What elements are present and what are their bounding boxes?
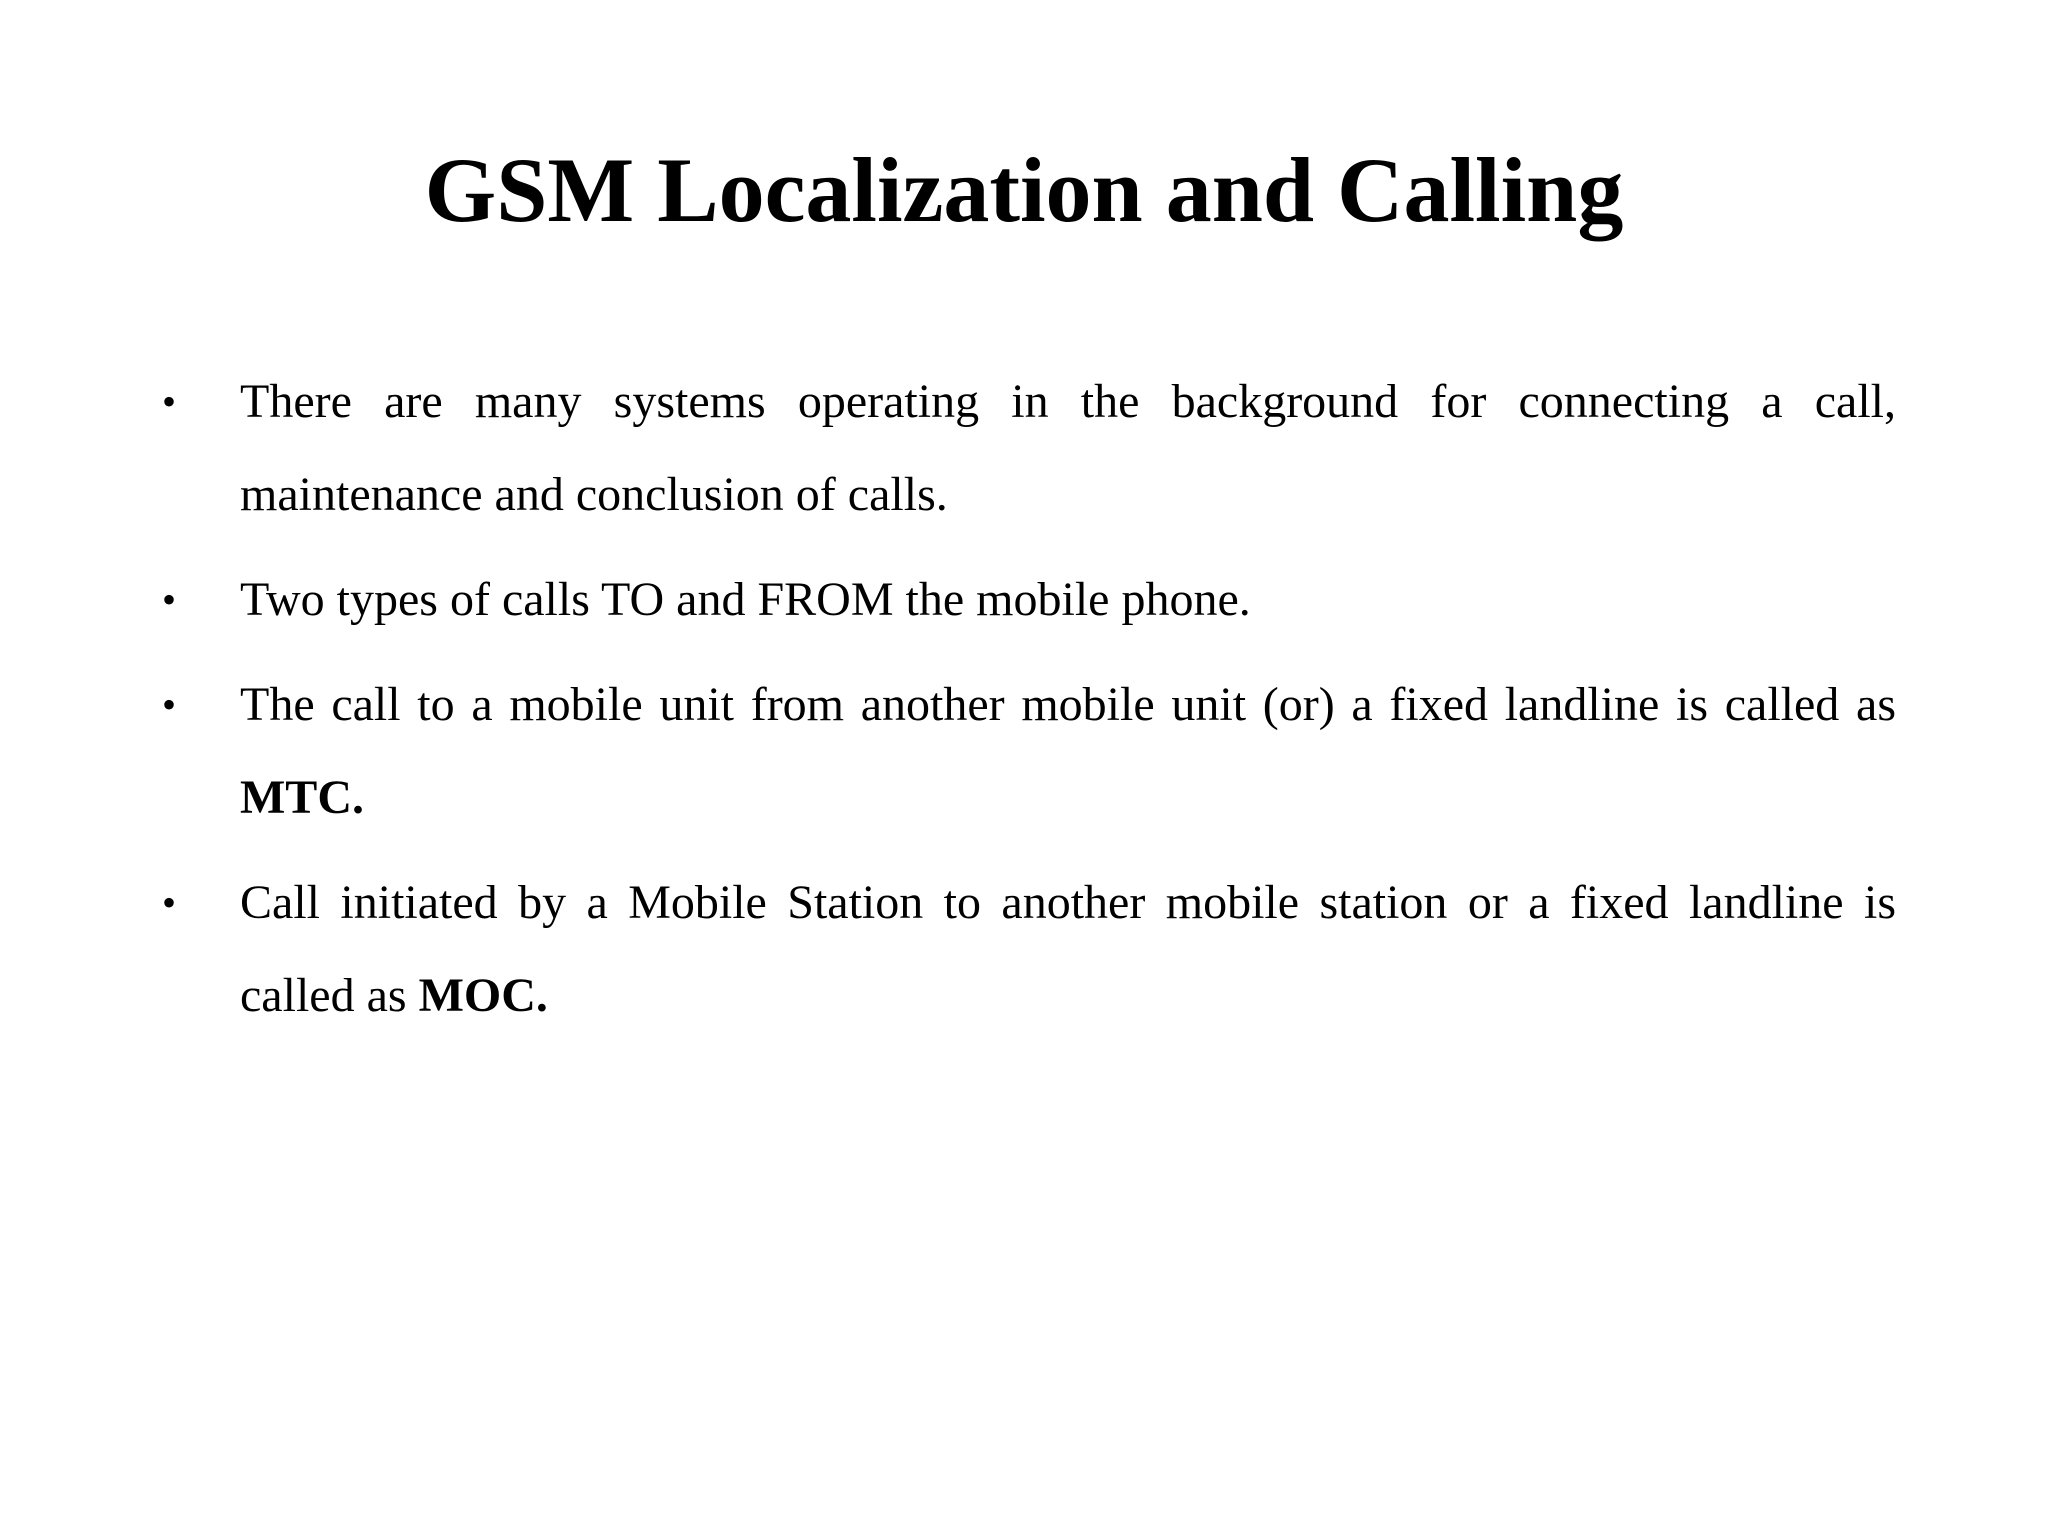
bullet-text-bold: MTC. (240, 771, 364, 824)
bullet-icon: • (162, 880, 177, 925)
bullet-text-regular: Two types of calls TO and FROM the mobile phone. (240, 573, 1251, 626)
bullet-text-bold: MOC. (418, 969, 548, 1022)
bullet-text (240, 355, 1896, 541)
bullet-text-regular: There are many systems operating in the background for connecting a call, maintenance and conclusion of calls. (240, 375, 1896, 521)
list-item (160, 856, 1896, 1042)
list-item (160, 658, 1896, 844)
list-item (160, 355, 1896, 541)
bullet-list (160, 355, 1896, 1054)
slide-title: GSM Localization and Calling (424, 139, 1624, 241)
bullet-text-regular: The call to a mobile unit from another mobile unit (or) a fixed landline is called as (240, 678, 1896, 731)
bullet-icon: • (162, 682, 177, 727)
bullet-text (240, 658, 1896, 844)
bullet-text (240, 856, 1896, 1042)
bullet-text (240, 553, 1896, 646)
bullet-icon: • (162, 577, 177, 622)
bullet-text-regular: Call initiated by a Mobile Station to another mobile station or a fixed landline is called as (240, 876, 1896, 1022)
bullet-icon: • (162, 379, 177, 424)
list-item (160, 553, 1896, 646)
